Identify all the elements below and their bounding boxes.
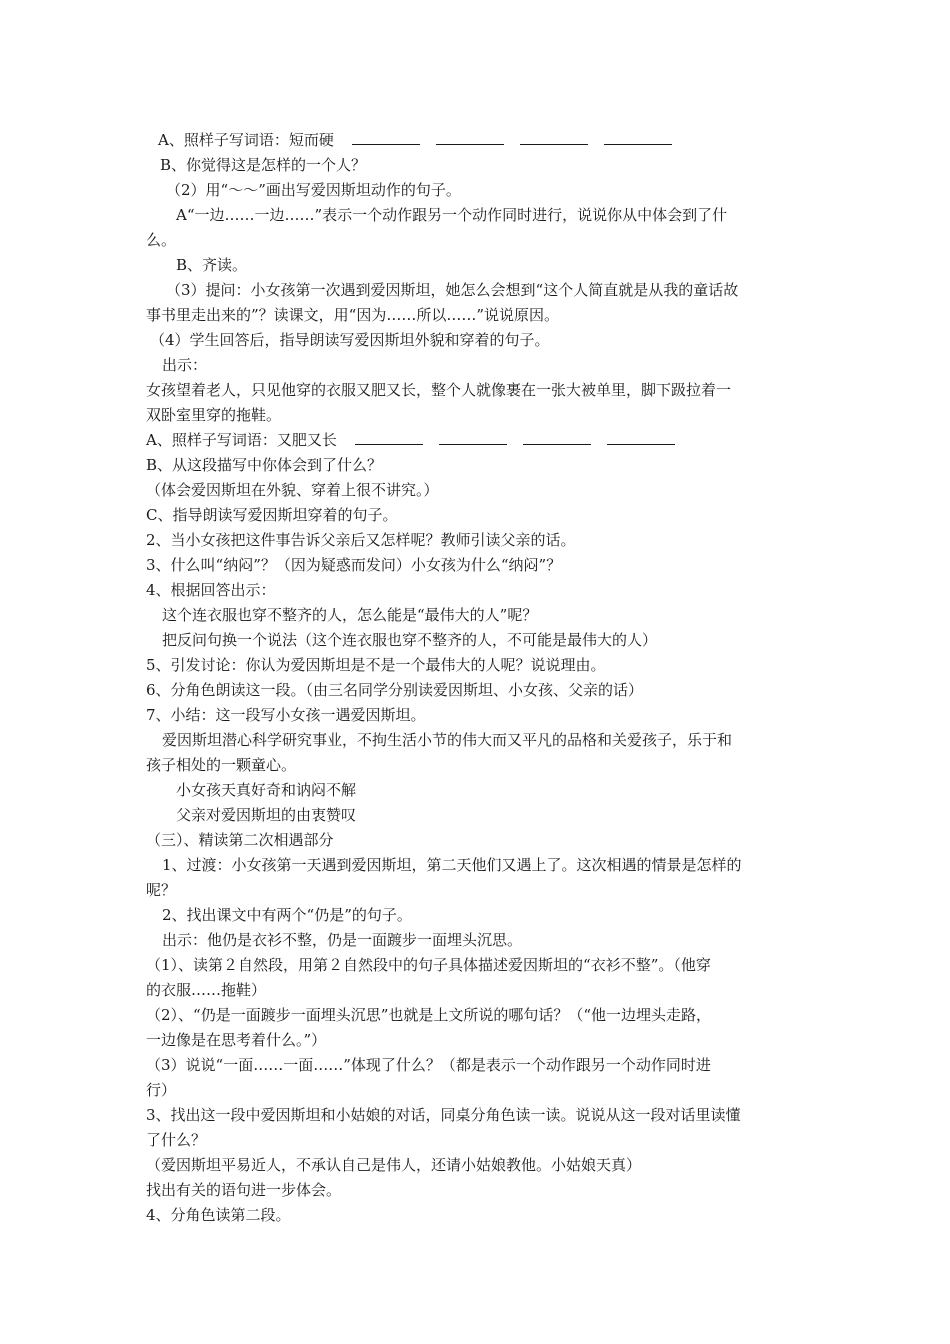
text-line: 一边像是在思考着什么。”） xyxy=(146,1031,327,1049)
text-line: B、齐读。 xyxy=(176,256,248,274)
exercise-prompt: A、照样子写词语：短而硬 xyxy=(158,131,334,149)
text-line: 爱因斯坦潜心科学研究事业，不拘生活小节的伟大而又平凡的品格和关爱孩子，乐于和 xyxy=(162,731,733,749)
text-line: 了什么？ xyxy=(146,1131,207,1149)
text-line: B、从这段描写中你体会到了什么？ xyxy=(146,456,383,474)
text-line: 6、分角色朗读这一段。（由三名同学分别读爱因斯坦、小女孩、父亲的话） xyxy=(146,681,644,699)
text-line: （4）学生回答后，指导朗读写爱因斯坦外貌和穿着的句子。 xyxy=(150,331,550,349)
text-line: 双卧室里穿的拖鞋。 xyxy=(146,406,282,424)
text-line: 呢？ xyxy=(146,881,177,899)
blank xyxy=(352,130,420,145)
text-line: A“一边……一边……”表示一个动作跟另一个动作同时进行，说说你从中体会到了什 xyxy=(176,206,728,224)
blank xyxy=(520,130,588,145)
text-line: （2）用“～～”画出写爱因斯坦动作的句子。 xyxy=(166,181,461,199)
text-line: （2）、“仍是一面踱步一面埋头沉思”也就是上文所说的哪句话？（“他一边埋头走路， xyxy=(146,1006,712,1024)
text-line: 小女孩天真好奇和讷闷不解 xyxy=(176,781,357,799)
blank xyxy=(355,430,423,445)
text-line: 找出有关的语句进一步体会。 xyxy=(146,1181,342,1199)
text-line: 么。 xyxy=(146,231,177,249)
text-line: 2、当小女孩把这件事告诉父亲后又怎样呢？教师引读父亲的话。 xyxy=(146,531,576,549)
text-line: 出示：他仍是衣衫不整，仍是一面踱步一面埋头沉思。 xyxy=(162,931,523,949)
text-line: （3）说说“一面……一面……”体现了什么？（都是表示一个动作跟另一个动作同时进 xyxy=(146,1056,711,1074)
text-line: 4、分角色读第二段。 xyxy=(146,1206,291,1224)
text-line: 3、找出这一段中爱因斯坦和小姑娘的对话，同桌分角色读一读。说说从这一段对话里读懂 xyxy=(146,1106,741,1124)
text-line: 把反问句换一个说法（这个连衣服也穿不整齐的人，不可能是最伟大的人） xyxy=(162,631,658,649)
text-line: 事书里走出来的”？读课文，用“因为……所以……”说说原因。 xyxy=(146,306,560,324)
blank xyxy=(436,130,504,145)
text-line: （1）、读第２自然段，用第２自然段中的句子具体描述爱因斯坦的“衣衫不整”。（他穿 xyxy=(146,956,711,974)
exercise-line xyxy=(146,428,691,452)
text-line: 2、找出课文中有两个“仍是”的句子。 xyxy=(162,906,412,924)
text-line: 7、小结：这一段写小女孩一遇爱因斯坦。 xyxy=(146,706,426,724)
text-line: 父亲对爱因斯坦的由衷赞叹 xyxy=(176,806,357,824)
text-line: （体会爱因斯坦在外貌、穿着上很不讲究。） xyxy=(146,481,439,499)
text-line: 1、过渡：小女孩第一天遇到爱因斯坦，第二天他们又遇上了。这次相遇的情景是怎样的 xyxy=(162,856,742,874)
exercise-line xyxy=(158,128,688,152)
fill-blanks xyxy=(355,428,691,452)
exercise-prompt: A、照样子写词语：又肥又长 xyxy=(146,431,337,449)
text-line: 女孩望着老人，只见他穿的衣服又肥又长，整个人就像裹在一张大被单里，脚下趿拉着一 xyxy=(146,381,732,399)
text-line: 5、引发讨论：你认为爱因斯坦是不是一个最伟大的人呢？说说理由。 xyxy=(146,656,606,674)
blank xyxy=(604,130,672,145)
blank xyxy=(523,430,591,445)
text-line: （爱因斯坦平易近人，不承认自己是伟人，还请小姑娘教他。小姑娘天真） xyxy=(146,1156,642,1174)
blank xyxy=(439,430,507,445)
text-line: C、指导朗读写爱因斯坦穿着的句子。 xyxy=(146,506,398,524)
text-line: （3）提问：小女孩第一次遇到爱因斯坦，她怎么会想到“这个人简直就是从我的童话故 xyxy=(166,281,739,299)
text-line: 3、什么叫“纳闷”？（因为疑惑而发问）小女孩为什么“纳闷”？ xyxy=(146,556,562,574)
text-line: B、你觉得这是怎样的一个人？ xyxy=(160,156,367,174)
text-line: 出示： xyxy=(162,356,208,374)
section-heading: （三）、精读第二次相遇部分 xyxy=(146,831,334,849)
blank xyxy=(607,430,675,445)
text-line: 行） xyxy=(146,1081,177,1099)
text-line: 孩子相处的一颗童心。 xyxy=(146,756,297,774)
fill-blanks xyxy=(352,128,688,152)
text-line: 这个连衣服也穿不整齐的人，怎么能是“最伟大的人”呢？ xyxy=(162,606,538,624)
text-line: 4、根据回答出示： xyxy=(146,581,276,599)
text-line: 的衣服……拖鞋） xyxy=(146,981,267,999)
